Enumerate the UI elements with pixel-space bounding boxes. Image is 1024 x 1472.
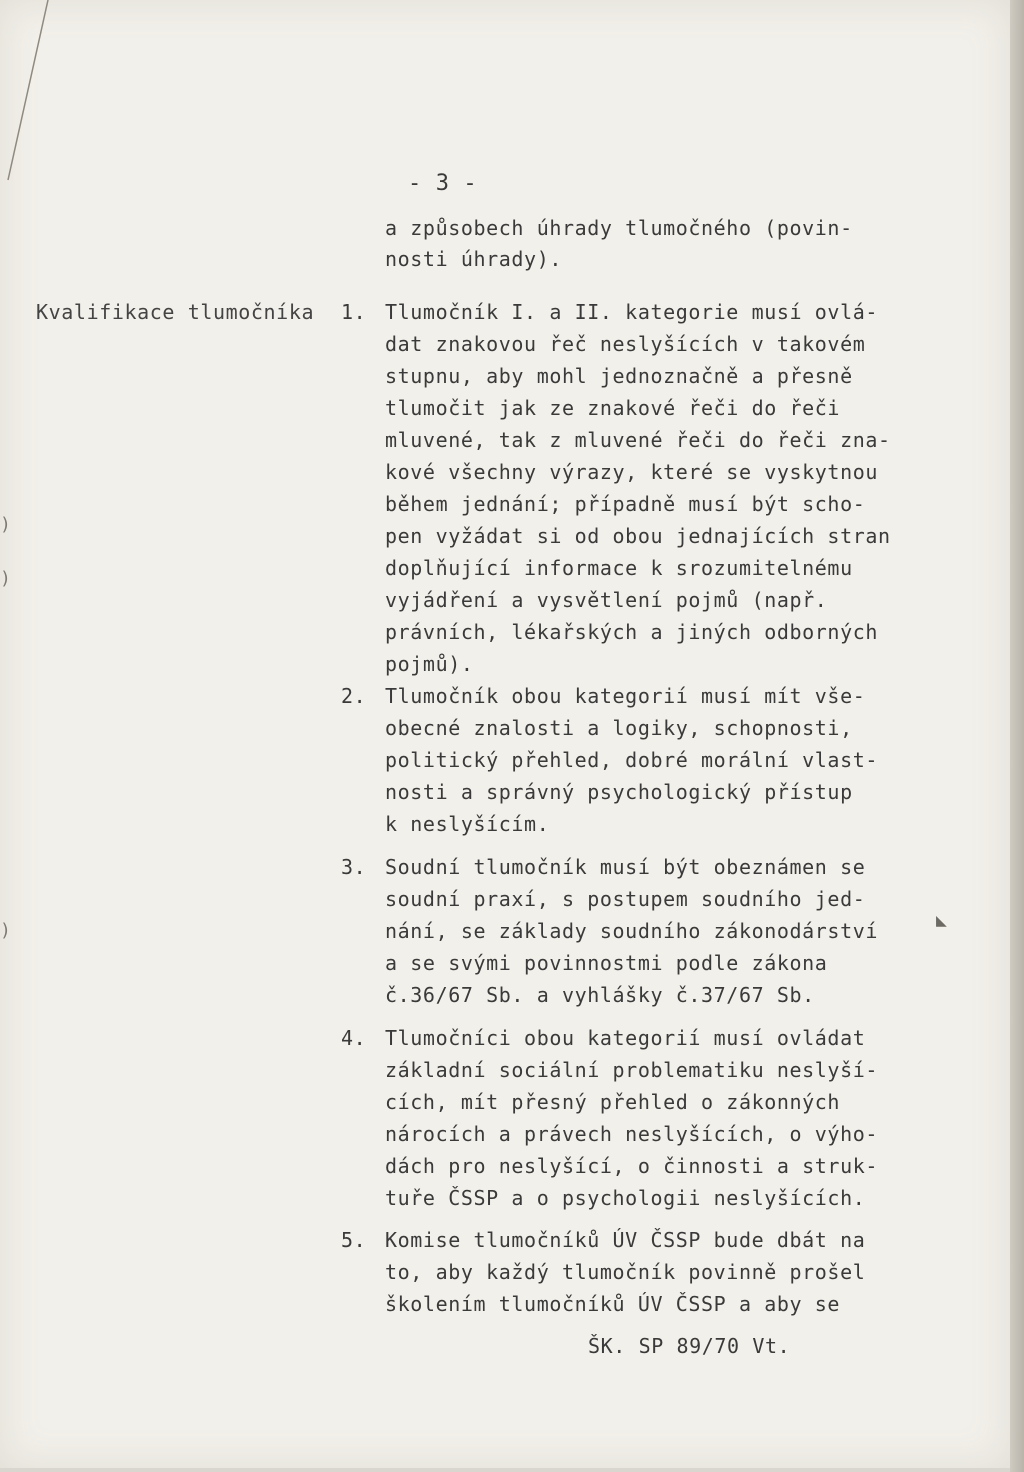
item-line: nosti a správný psychologický přístup xyxy=(385,780,853,804)
intro-line: nosti úhrady). xyxy=(385,247,562,271)
item-number: 5. xyxy=(341,1228,367,1252)
item-line: stupnu, aby mohl jednoznačně a přesně xyxy=(385,364,853,388)
item-line: k neslyšícím. xyxy=(385,812,550,836)
item-line: mluvené, tak z mluvené řeči do řeči zna- xyxy=(385,428,891,452)
item-line: obecné znalosti a logiky, schopnosti, xyxy=(385,716,853,740)
binder-hole-mark: ) xyxy=(0,920,11,941)
item-line: cích, mít přesný přehled o zákonných xyxy=(385,1090,841,1114)
item-line: doplňující informace k srozumitelnému xyxy=(385,556,853,580)
item-number: 2. xyxy=(341,684,367,708)
item-line: právních, lékařských a jiných odborných xyxy=(385,620,878,644)
item-line: tuře ČSSP a o psychologii neslyšících. xyxy=(385,1186,866,1210)
ink-blot-mark: ◣ xyxy=(936,910,947,931)
item-number: 1. xyxy=(341,300,367,324)
item-line: základní sociální problematiku neslyší- xyxy=(385,1058,878,1082)
item-line: pen vyžádat si od obou jednajících stran xyxy=(385,524,891,548)
item-line: Tlumočníci obou kategorií musí ovládat xyxy=(385,1026,866,1050)
item-line: dat znakovou řeč neslyšících v takovém xyxy=(385,332,866,356)
item-line: dách pro neslyšící, o činnosti a struk- xyxy=(385,1154,878,1178)
binder-hole-mark: ) xyxy=(0,514,11,535)
section-label: Kvalifikace tlumočníka xyxy=(36,300,315,324)
item-line: Tlumočník I. a II. kategorie musí ovlá- xyxy=(385,300,878,324)
item-line: Komise tlumočníků ÚV ČSSP bude dbát na xyxy=(385,1228,866,1252)
item-line: tlumočit jak ze znakové řeči do řeči xyxy=(385,396,841,420)
page-edge xyxy=(1010,0,1024,1472)
item-line: školením tlumočníků ÚV ČSSP a aby se xyxy=(385,1292,841,1316)
item-line: soudní praxí, s postupem soudního jed- xyxy=(385,887,866,911)
item-line: politický přehled, dobré morální vlast- xyxy=(385,748,878,772)
item-line: nárocích a právech neslyšících, o výho- xyxy=(385,1122,878,1146)
item-line: to, aby každý tlumočník povinně prošel xyxy=(385,1260,866,1284)
item-line: pojmů). xyxy=(385,652,474,676)
item-line: Tlumočník obou kategorií musí mít vše- xyxy=(385,684,866,708)
page-number: - 3 - xyxy=(408,171,478,196)
item-line: během jednání; případně musí být scho- xyxy=(385,492,866,516)
document-reference: ŠK. SP 89/70 Vt. xyxy=(588,1334,791,1358)
item-line: a se svými povinnostmi podle zákona xyxy=(385,951,828,975)
item-number: 3. xyxy=(341,855,367,879)
item-line: nání, se základy soudního zákonodárství xyxy=(385,919,878,943)
item-line: vyjádření a vysvětlení pojmů (např. xyxy=(385,588,828,612)
item-line: č.36/67 Sb. a vyhlášky č.37/67 Sb. xyxy=(385,983,815,1007)
binder-hole-mark: ) xyxy=(0,568,11,589)
item-line: Soudní tlumočník musí být obeznámen se xyxy=(385,855,866,879)
intro-line: a způsobech úhrady tlumočného (povin- xyxy=(385,216,853,240)
item-line: kové všechny výrazy, které se vyskytnou xyxy=(385,460,878,484)
page-fold-line xyxy=(0,0,60,200)
item-number: 4. xyxy=(341,1026,367,1050)
